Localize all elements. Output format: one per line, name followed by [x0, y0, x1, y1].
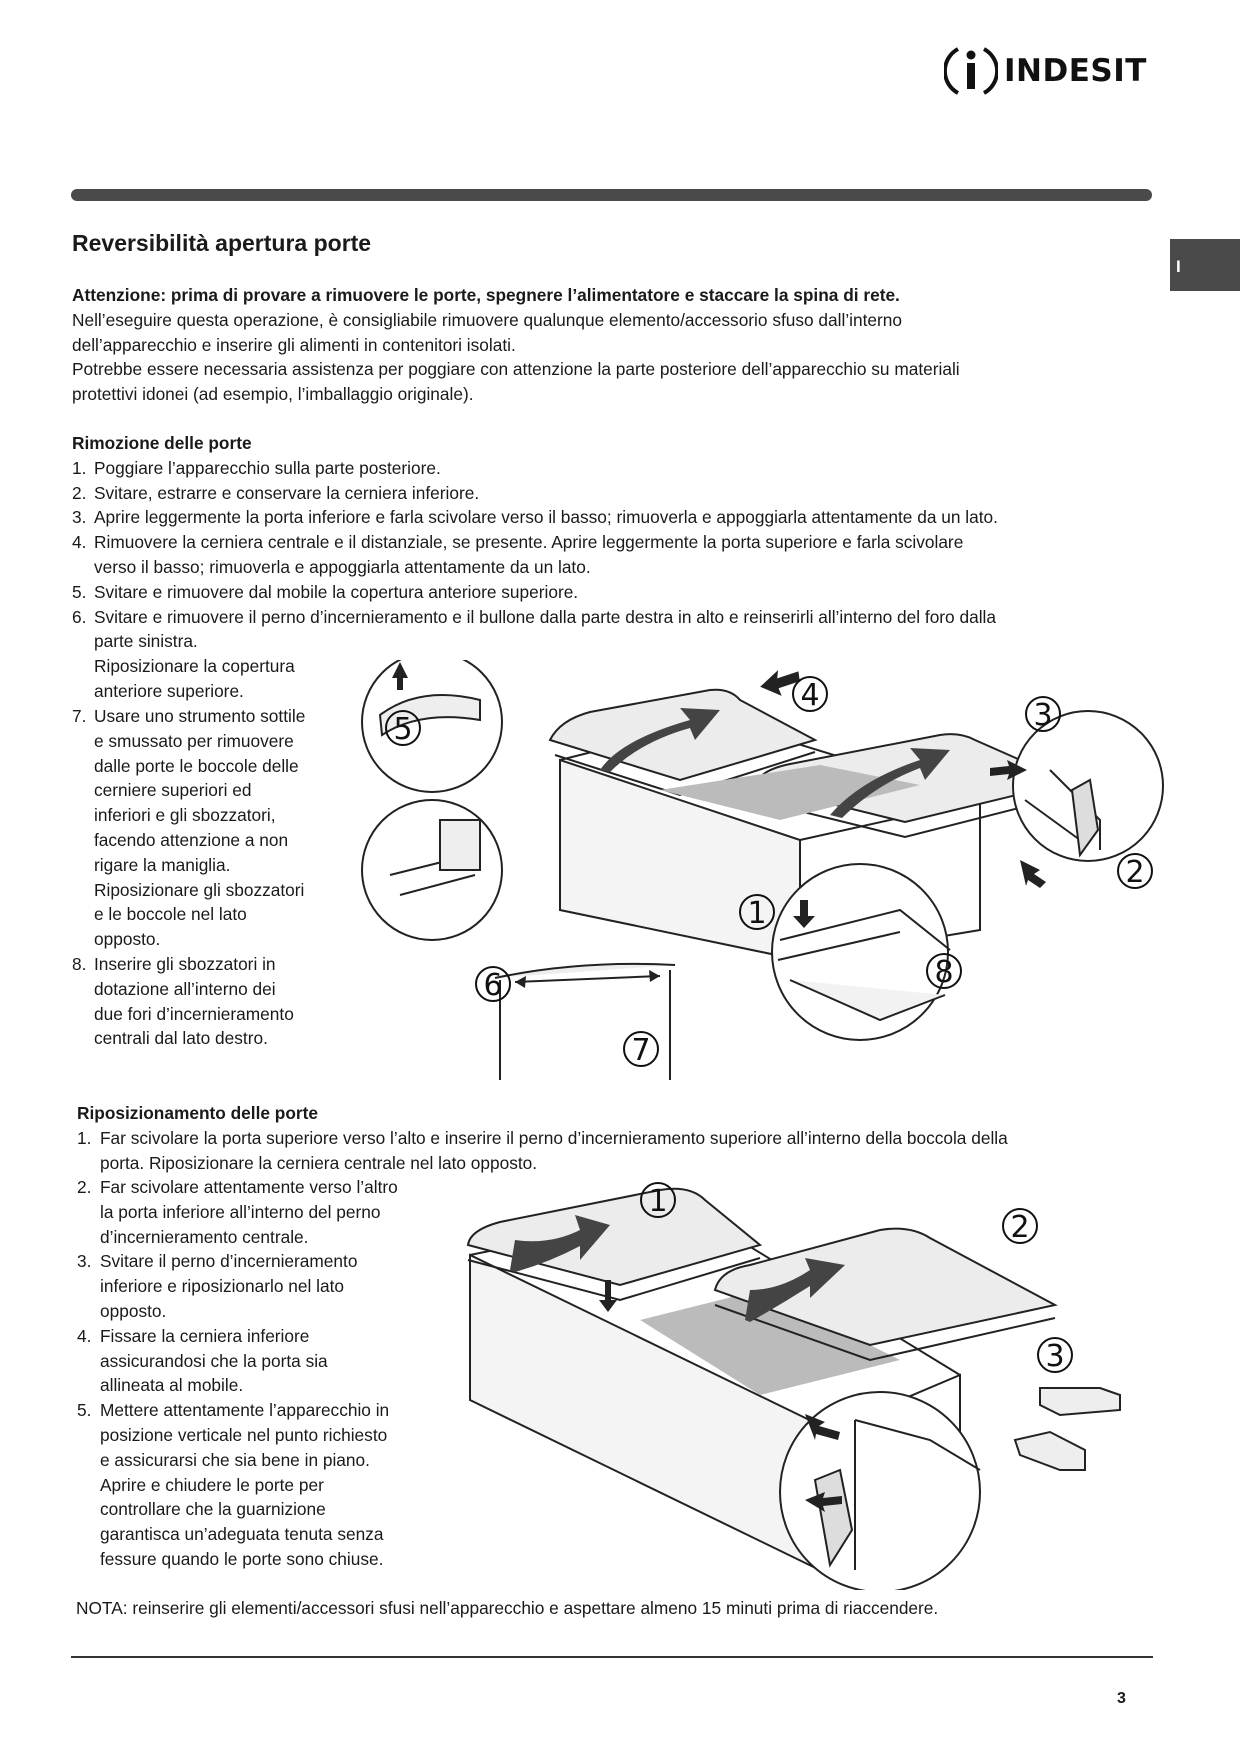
list-item: 4. Fissare la cerniera inferiore assicurandosi che la porta sia allineata al mobile. [77, 1325, 328, 1396]
list-item: 3. Svitare il perno d’incernieramento inferiore e riposizionarlo nel lato opposto. [77, 1251, 358, 1321]
removal-heading: Rimozione delle porte [72, 433, 252, 453]
figure1-label: 2 [1125, 855, 1145, 890]
list-item: 2. Svitare, estrarre e conservare la cerniera inferiore. [72, 482, 480, 503]
list-item: 4. Rimuovere la cerniera centrale e il distanziale, se presente. Aprire leggermente la porta superiore e farla scivolare verso il basso; rimuoverla e appoggiarla attentamente da un lato. [72, 532, 964, 577]
figure1-label: 5 [393, 712, 413, 747]
note-text: NOTA: reinserire gli elementi/accessori sfusi nell’apparecchio e aspettare almeno 15 minuti prima di riaccendere. [76, 1598, 939, 1618]
repositioning-section [77, 1101, 1177, 1175]
figure2-label: 1 [648, 1184, 668, 1219]
repositioning-heading: Riposizionamento delle porte [77, 1103, 319, 1123]
intro-line: dell’apparecchio e inserire gli alimenti in contenitori isolati. [72, 334, 516, 355]
list-item: 1. Poggiare l’apparecchio sulla parte posteriore. [72, 457, 441, 478]
page-title: Reversibilità apertura porte [72, 230, 372, 256]
page-number: 3 [1117, 1690, 1126, 1707]
list-item: 3. Aprire leggermente la porta inferiore e farla scivolare verso il basso; rimuoverla e appoggiarla attentamente da un lato. [72, 507, 998, 528]
figure1-label: 7 [631, 1033, 651, 1068]
figure1-label: 6 [483, 968, 503, 1003]
intro-line: Nell’eseguire questa operazione, è consigliabile rimuovere qualunque elemento/accessorio sfuso dall’interno [72, 309, 902, 330]
figure1-label: 3 [1033, 698, 1053, 733]
figure1-label: 1 [747, 896, 767, 931]
figure2-label: 2 [1010, 1210, 1030, 1245]
door-repositioning-illustration [460, 1170, 1160, 1590]
figure1-label: 8 [934, 955, 954, 990]
list-item: 5. Mettere attentamente l’apparecchio in posizione verticale nel punto richiesto e assicurarsi che sia bene in piano. Aprire e chiudere le porte per controllare che la guarnizione garantisca un’adeguata tenuta senza fessure quando le porte sono chiuse. [77, 1400, 390, 1569]
removal-steps-narrow [72, 704, 362, 1051]
warning-text: Attenzione: prima di provare a rimuovere le porte, spegnere l’alimentatore e staccare la spina di rete. [72, 285, 900, 305]
figure1-label: 4 [800, 678, 820, 713]
list-item: 1. Far scivolare la porta superiore verso l’alto e inserire il perno d’incernieramento superiore all’interno della boccola della porta. Riposizionare la cerniera centrale nel lato opposto. [77, 1127, 1008, 1173]
door-removal-illustration [360, 660, 1190, 1090]
repositioning-steps-narrow [77, 1175, 457, 1572]
language-tab: I [1170, 239, 1240, 291]
list-item: 7. Usare uno strumento sottile e smussato per rimuovere dalle porte le boccole delle cerniere superiori ed inferiori e gli sbozzatori, facendo attenzione a non rigare la maniglia. Riposizionare gli sbozzatori e le boccole nel lato opposto. [72, 706, 306, 950]
list-item: 8. Inserire gli sbozzatori in dotazione all’interno dei due fori d’incernieramento centrali dal lato destro. [72, 953, 294, 1049]
top-divider [71, 189, 1152, 201]
list-item: 2. Far scivolare attentamente verso l’altro la porta inferiore all’interno del perno d’incernieramento centrale. [77, 1177, 398, 1247]
bottom-divider [71, 1656, 1153, 1658]
intro-line: Potrebbe essere necessaria assistenza per poggiare con attenzione la parte posteriore dell’apparecchio su materiali [72, 359, 960, 380]
indesit-logo-icon [944, 44, 998, 98]
list-item: 5. Svitare e rimuovere dal mobile la copertura anteriore superiore. [72, 581, 579, 602]
figure2-label: 3 [1045, 1339, 1065, 1374]
list-item: 6. Svitare e rimuovere il perno d’incernieramento e il bullone dalla parte destra in alto e reinserirli all’interno del foro dalla parte sinistra. Riposizionare la copertura anteriore superiore. [72, 606, 996, 701]
brand-logo [944, 44, 1147, 98]
brand-name: INDESIT [1004, 53, 1147, 89]
intro-section [72, 283, 1157, 407]
intro-line: protettivi idonei (ad esempio, l’imballaggio originale). [72, 384, 474, 405]
